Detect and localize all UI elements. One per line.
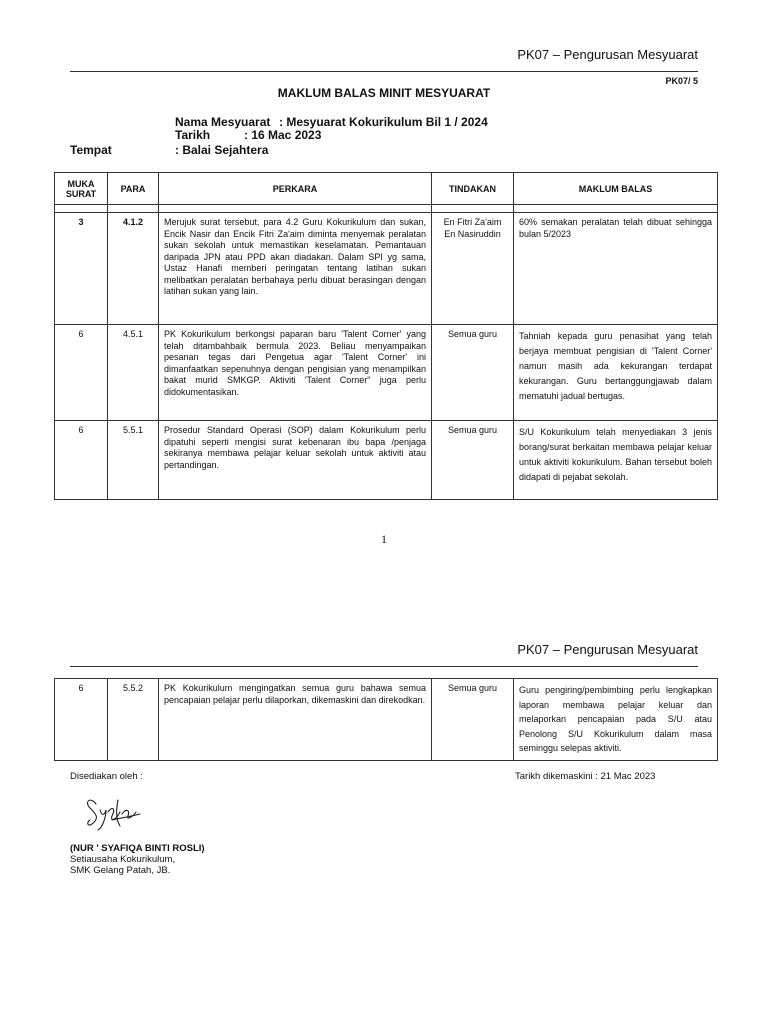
doc-code: PK07/ 5: [665, 76, 698, 86]
header-muka-surat: MUKA SURAT: [55, 173, 108, 205]
row1-perkara: Merujuk surat tersebut, para 4.2 Guru Kokurikulum dan sukan, Encik Nasir dan Encik Fitri Za'aim diminta menyemak peralatan sukan sekolah untuk memastikan keselamatan. Pemantauan daripada JPN atau PPD akan diadakan. Dalam SPI yg sama, Ustaz Hanafi memberi peringatan tentang latihan sukan melibatkan peralatan berbahaya perlu dibuat berasingan dengan latihan sukan yang lain.: [164, 217, 426, 296]
row3-muka: 6: [78, 425, 84, 435]
header-para: PARA: [108, 173, 159, 205]
row3-perkara: Prosedur Standard Operasi (SOP) dalam Kokurikulum perlu dipatuhi seperti mengisi surat kebenaran ibu bapa /penjaga sekiranya membawa pelajar keluar sekolah untuk aktiviti atau pertandingan.: [164, 425, 426, 470]
continued-table: [54, 678, 718, 761]
row3-para: 5.5.1: [122, 425, 144, 435]
header-tindakan: TINDAKAN: [432, 173, 514, 205]
page2-header-rule: [70, 666, 698, 667]
row2-para: 4.5.1: [122, 329, 144, 339]
meta-tempat-value: : Balai Sejahtera: [175, 143, 269, 157]
row1-tindakan: En Fitri Za'aim En Nasiruddin: [443, 217, 502, 239]
row1-muka: 3: [78, 217, 84, 227]
row1-para: 4.1.2: [122, 217, 144, 227]
row3-tindakan: Semua guru: [447, 425, 498, 435]
meta-tempat-label: Tempat: [70, 143, 112, 157]
table-row: [55, 679, 718, 761]
row4-perkara: PK Kokurikulum mengingatkan semua guru bahawa semua pencapaian pelajar perlu dilaporkan, dikemaskini dan direkodkan.: [164, 683, 426, 705]
row4-muka: 6: [78, 683, 84, 693]
table-header-row: [55, 173, 718, 205]
row4-tindakan: Semua guru: [447, 683, 498, 693]
meta-tarikh-label: Tarikh: [175, 128, 211, 142]
row3-maklum-balas: S/U Kokurikulum telah menyediakan 3 jenis borang/surat berkaitan membawa pelajar keluar untuk aktiviti kokurikulum. Bahan tersebut boleh didapati di pejabat sekolah.: [519, 427, 712, 482]
main-title: MAKLUM BALAS MINIT MESYUARAT: [277, 86, 491, 100]
row2-perkara: PK Kokurikulum berkongsi paparan baru 'Talent Corner' yang telah ditambahbaik bermula 2023. Beliau menyampaikan pesanan tegas dari Pengetua agar 'Talent Corner' ini dimanfaatkan sepenuhnya dengan pengisian yang menampilkan bakat murid SMKGP. Aktiviti 'Talent Corner" juga perlu didokumentasikan.: [164, 329, 426, 397]
row2-muka: 6: [78, 329, 84, 339]
signatory-position: Setiausaha Kokurikulum,: [70, 854, 176, 865]
table-row: [55, 421, 718, 500]
page-number: 1: [381, 532, 387, 546]
table-row: [55, 213, 718, 325]
meta-nama-label: Nama Mesyuarat: [175, 115, 271, 129]
signatory-name: (NUR ' SYAFIQA BINTI ROSLI): [70, 843, 205, 854]
row1-maklum-balas: 60% semakan peralatan telah dibuat sehingga bulan 5/2023: [519, 217, 712, 239]
disediakan-label: Disediakan oleh :: [70, 771, 143, 782]
header-perkara: PERKARA: [159, 173, 432, 205]
row2-maklum-balas: Tahniah kepada guru penasihat yang telah berjaya membuat pengisian di 'Talent Corner' namun masih ada kekurangan terdapat kekurangan. Guru bertanggungjawab dalam mematuhi jadual bertugas.: [519, 331, 712, 401]
page2-header-title: PK07 – Pengurusan Mesyuarat: [517, 642, 698, 657]
page1-header-title: PK07 – Pengurusan Mesyuarat: [517, 47, 698, 62]
meta-nama-value: : Mesyuarat Kokurikulum Bil 1 / 2024: [279, 115, 488, 129]
row4-para: 5.5.2: [122, 683, 144, 693]
row4-maklum-balas: Guru pengiring/pembimbing perlu lengkapkan laporan membawa pelajar keluar dan melaporkan pencapaian pada S/U atau Penolong S/U Kokurikulum dalam masa seminggu selepas aktiviti.: [519, 685, 712, 753]
minutes-table: [54, 172, 718, 500]
school-name: SMK Gelang Patah, JB.: [70, 865, 171, 876]
row2-tindakan: Semua guru: [447, 329, 498, 339]
tarikh-kemaskini: Tarikh dikemaskini : 21 Mac 2023: [515, 771, 656, 782]
header-maklum-balas: MAKLUM BALAS: [514, 173, 718, 205]
signature-image: [82, 790, 144, 832]
table-row: [55, 325, 718, 421]
meta-tarikh-value: : 16 Mac 2023: [244, 128, 322, 142]
page1-header-rule: [70, 71, 698, 72]
